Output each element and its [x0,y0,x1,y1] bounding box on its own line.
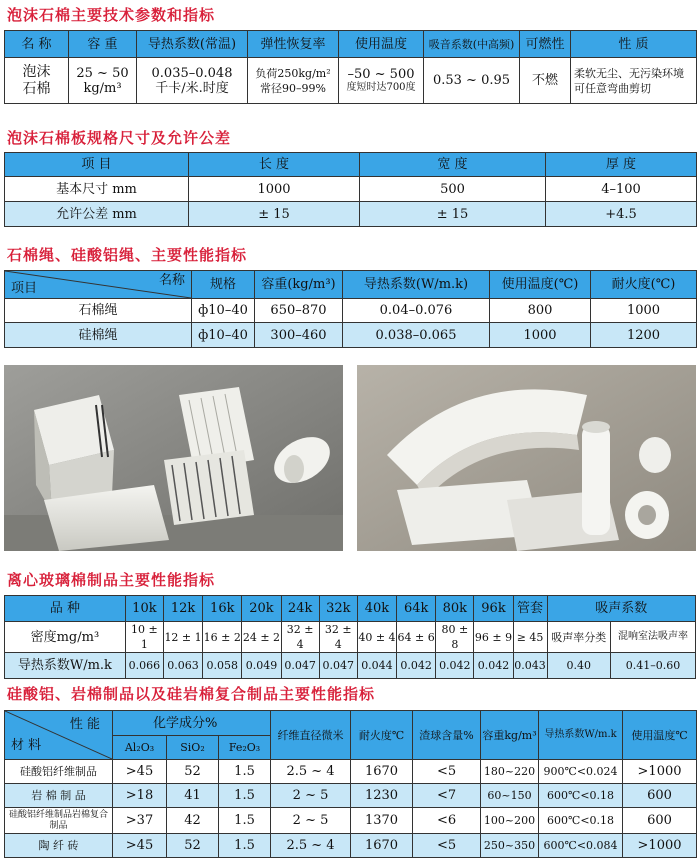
cell: <5 [413,760,481,784]
cell: <7 [413,784,481,808]
row-label: 品 种 [5,596,126,622]
table-header-row [5,596,696,622]
cell: 1370 [351,808,413,834]
material-name: 泡沫石棉 [5,58,69,104]
header-cell: 名 称 [5,31,69,58]
cell: >45 [113,760,167,784]
cell: 300–460 [255,323,343,348]
cell: ± 15 [360,202,546,227]
board-dimension-table [4,152,697,227]
cell: 500 [360,177,546,202]
value-line: 负荷250kg/m² [255,66,331,80]
section-title-rope: 石棉绳、硅酸铝绳、主要性能指标 [7,246,248,264]
header-cell: 耐火度℃ [351,711,413,760]
cell: 600℃<0.084 [539,834,623,858]
table-row [5,323,697,348]
cell: ± 15 [189,202,360,227]
variety-cell: 32k [319,596,357,622]
cell: 1.5 [219,760,271,784]
cell: ≥ 45 [513,622,547,653]
table-header-row [5,271,697,299]
row-label: 基本尺寸 mm [5,177,189,202]
cell: +4.5 [546,202,697,227]
cell: 52 [167,834,219,858]
cell: 0.049 [242,653,281,679]
cell: 4–100 [546,177,697,202]
header-cell: 长 度 [189,153,360,177]
table-row [5,653,696,679]
row-label: 硅棉绳 [5,323,192,348]
header-cell: 容重(kg/m³) [255,271,343,299]
cell: <6 [413,808,481,834]
row-label: 岩 棉 制 品 [5,784,113,808]
cell: 1.5 [219,834,271,858]
value-line: 度短时达700度 [346,82,416,93]
header-cell: 导热系数W/m.k [539,711,623,760]
cell: 52 [167,760,219,784]
cell: 42 [167,808,219,834]
cell: 0.04–0.076 [343,299,490,323]
table-row [5,58,697,104]
cell: 0.047 [281,653,319,679]
table-row [5,834,697,858]
variety-cell: 20k [242,596,281,622]
cell: 0.066 [125,653,163,679]
cell: 吸声率分类 [547,622,611,653]
unit-line: kg/m³ [83,80,122,96]
cell: 650–870 [255,299,343,323]
cell: >37 [113,808,167,834]
value-line: 0.035–0.048 [151,65,233,81]
header-cell: 导热系数(W/m.k) [343,271,490,299]
row-label: 导热系数W/m.k [5,653,126,679]
silicate-rockwool-table [4,710,697,858]
glass-wool-table [4,595,696,679]
table-header-row [5,31,697,58]
flammability-cell: 不燃 [520,58,571,104]
cell: 600 [623,784,697,808]
row-label: 硅酸铝纤维制品 [5,760,113,784]
section-title-silicate-rockwool: 硅酸铝、岩棉制品以及硅岩棉复合制品主要性能指标 [7,685,376,703]
cell: 0.042 [436,653,474,679]
cell: 900℃<0.024 [539,760,623,784]
table-header-row [5,711,697,736]
variety-cell: 16k [203,596,242,622]
cell: 24 ± 2 [242,622,281,653]
diagonal-header-cell [5,711,113,760]
section-title-board-dimensions: 泡沫石棉板规格尺寸及允许公差 [7,129,232,147]
product-photo-pipes [357,365,696,551]
cell: 0.043 [513,653,547,679]
cell: 1230 [351,784,413,808]
cell: 16 ± 2 [203,622,242,653]
value-line: 25 ~ 50 [76,65,129,81]
header-cell: 容重kg/m³ [481,711,539,760]
corner-label-item: 项目 [11,281,38,296]
cell: 60~150 [481,784,539,808]
cell: 32 ± 4 [319,622,357,653]
variety-cell: 80k [436,596,474,622]
cell: 混响室法吸声率 [611,622,696,653]
cell: 64 ± 6 [397,622,436,653]
variety-cell: 24k [281,596,319,622]
corner-label-property: 性 能 [69,717,100,732]
cell: 40 ± 4 [357,622,396,653]
row-label: 陶 纤 砖 [5,834,113,858]
cell: 1000 [490,323,591,348]
header-cell: 吸音系数(中高频) [424,31,520,58]
properties-cell: 柔软无尘、无污染环境可任意弯曲剪切 [571,58,697,104]
cell: 800 [490,299,591,323]
table-row [5,299,697,323]
section-title-glass-wool: 离心玻璃棉制品主要性能指标 [7,571,216,589]
cell: 0.047 [319,653,357,679]
cell: >18 [113,784,167,808]
value-line: –50 ~ 500 [347,67,415,82]
conductivity-cell [137,58,248,104]
cell: 1000 [189,177,360,202]
cell: 2 ~ 5 [271,784,351,808]
cell: 1.5 [219,784,271,808]
row-label: 硅酸铝纤维制品岩棉复合制品 [5,808,113,834]
cell: 80 ± 8 [436,622,474,653]
header-cell: 容 重 [69,31,137,58]
header-cell: 耐火度(℃) [591,271,697,299]
cell: >1000 [623,760,697,784]
cell: 2.5 ~ 4 [271,834,351,858]
table-row [5,177,697,202]
header-cell: 宽 度 [360,153,546,177]
table-row [5,760,697,784]
cell: 1670 [351,760,413,784]
cell: 1.5 [219,808,271,834]
cell: 0.063 [163,653,202,679]
cell: 0.038–0.065 [343,323,490,348]
header-cell: 使用温度(℃) [490,271,591,299]
cell: 1200 [591,323,697,348]
cell: 180~220 [481,760,539,784]
corner-label-name: 名称 [158,273,185,288]
cell: 0.044 [357,653,396,679]
variety-cell: 12k [163,596,202,622]
variety-cell: 40k [357,596,396,622]
cell: 250~350 [481,834,539,858]
cell: 600℃<0.18 [539,808,623,834]
cell: 0.042 [397,653,436,679]
diagonal-header-cell [5,271,192,299]
table-row [5,202,697,227]
foam-asbestos-table [4,30,697,104]
row-label: 石棉绳 [5,299,192,323]
rope-table [4,270,697,348]
chem-col-header: SiO₂ [167,736,219,760]
chemical-composition-header: 化学成分% [113,711,271,736]
density-cell [69,58,137,104]
cell: 0.058 [203,653,242,679]
product-photo-pipes-illustration [357,365,696,551]
product-photo-blocks [4,365,343,551]
cell: 96 ± 9 [474,622,513,653]
cell: ф10–40 [192,323,255,348]
table-header-row [5,153,697,177]
cell: 600 [623,808,697,834]
cell: 41 [167,784,219,808]
header-cell: 使用温度℃ [623,711,697,760]
table-row [5,808,697,834]
cell: <5 [413,834,481,858]
header-cell: 弹性恢复率 [248,31,339,58]
product-photo-blocks-illustration [4,365,343,551]
variety-cell: 96k [474,596,513,622]
cell: 1670 [351,834,413,858]
header-cell: 使用温度 [339,31,424,58]
header-cell: 导热系数(常温) [137,31,248,58]
cell: >45 [113,834,167,858]
section-title-foam-asbestos: 泡沫石棉主要技术参数和指标 [7,6,216,24]
cell: 2 ~ 5 [271,808,351,834]
cell: 100~200 [481,808,539,834]
cell: 0.41–0.60 [611,653,696,679]
cell: >1000 [623,834,697,858]
corner-label-material: 材 料 [11,738,42,753]
absorption-cell: 0.53 ~ 0.95 [424,58,520,104]
header-cell: 项 目 [5,153,189,177]
value-line: 常径90–99% [260,81,326,95]
chem-col-header: Fe₂O₃ [219,736,271,760]
cell: ф10–40 [192,299,255,323]
absorption-header: 吸声系数 [547,596,696,622]
cell: 12 ± 1 [163,622,202,653]
variety-cell: 管套 [513,596,547,622]
row-label: 允许公差 mm [5,202,189,227]
cell: 2.5 ~ 4 [271,760,351,784]
temperature-cell [339,58,424,104]
elasticity-cell [248,58,339,104]
row-label: 密度mg/m³ [5,622,126,653]
header-cell: 纤维直径微米 [271,711,351,760]
header-cell: 渣球含量% [413,711,481,760]
cell: 0.40 [547,653,611,679]
cell: 600℃<0.18 [539,784,623,808]
cell: 10 ± 1 [125,622,163,653]
header-cell: 规格 [192,271,255,299]
variety-cell: 64k [397,596,436,622]
header-cell: 可燃性 [520,31,571,58]
table-row [5,622,696,653]
cell: 0.042 [474,653,513,679]
chem-col-header: Al₂O₃ [113,736,167,760]
header-cell: 性 质 [571,31,697,58]
variety-cell: 10k [125,596,163,622]
cell: 32 ± 4 [281,622,319,653]
unit-line: 千卡/米.时度 [155,80,229,96]
table-row [5,784,697,808]
header-cell: 厚 度 [546,153,697,177]
cell: 1000 [591,299,697,323]
